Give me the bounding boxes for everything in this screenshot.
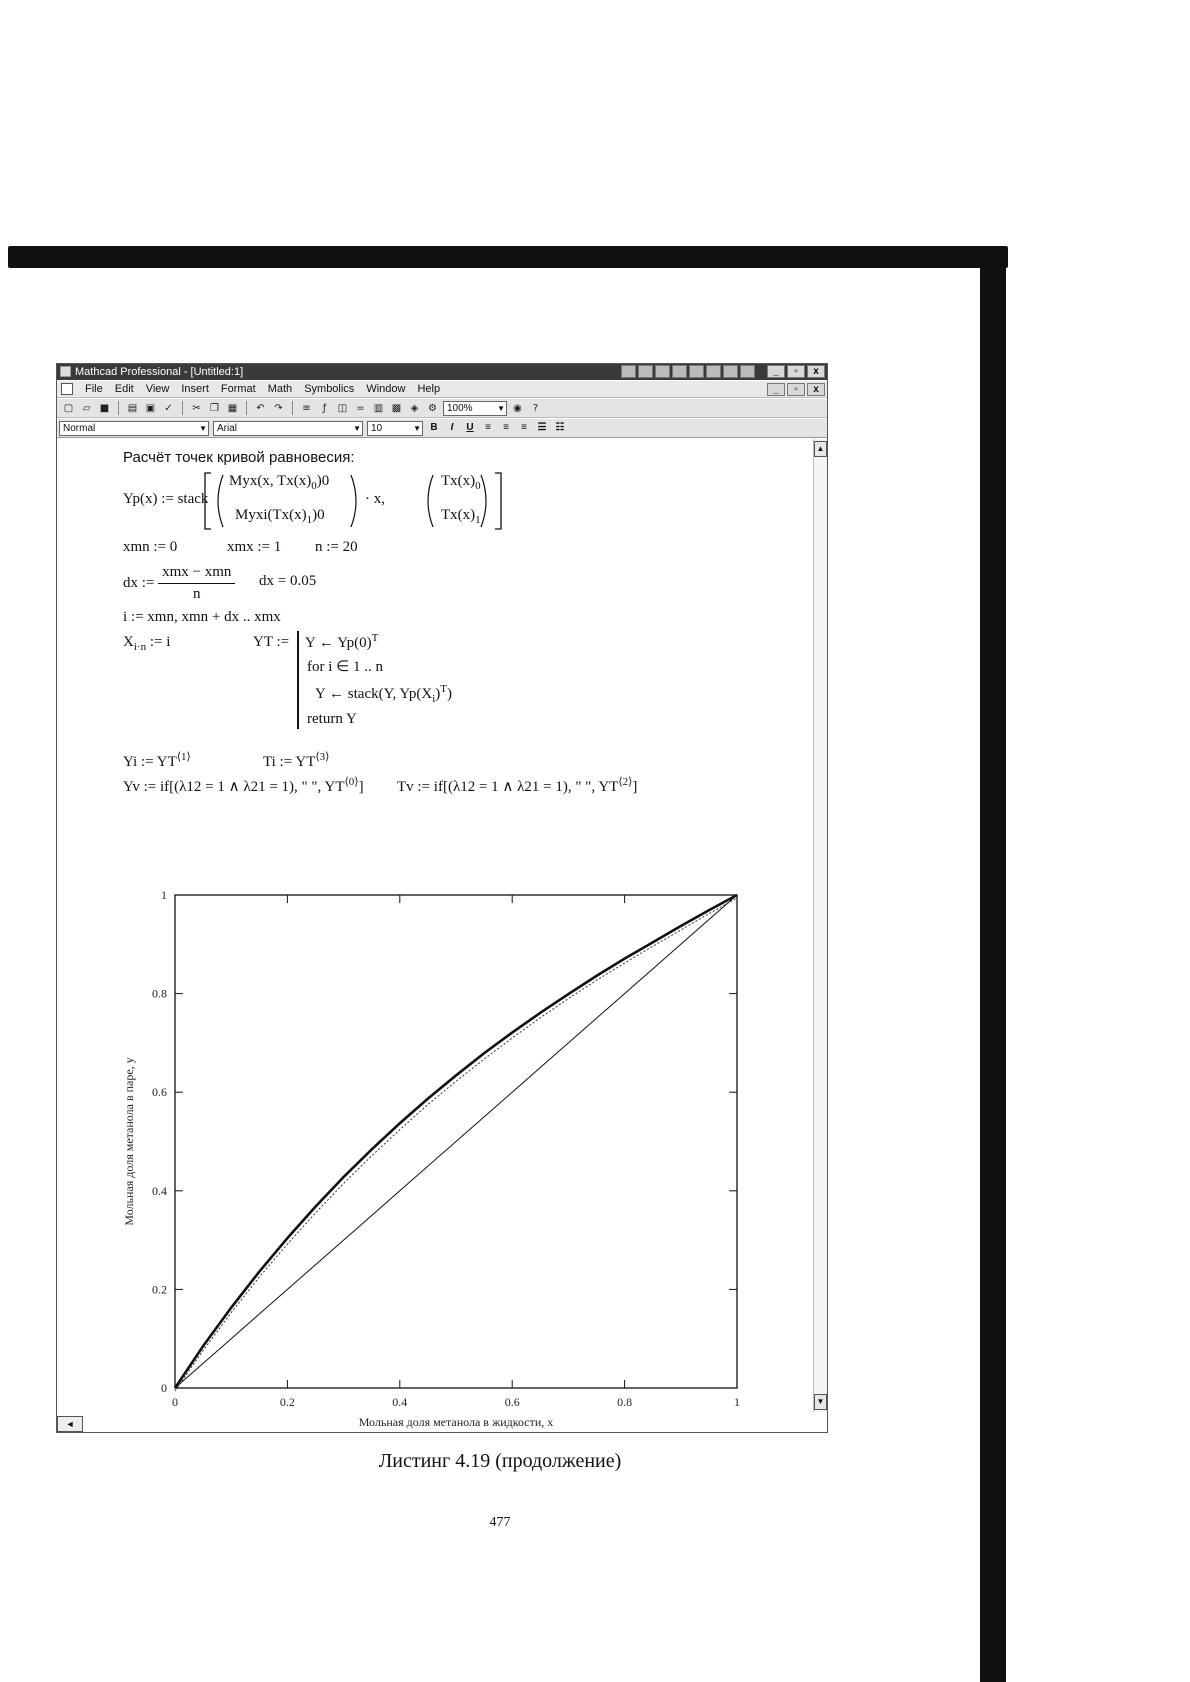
numbering-icon[interactable]: ☷: [555, 422, 565, 433]
yp-matrix-row2: $Myxi(Tx(x)_1)0$: [235, 507, 325, 526]
yp-matrix-row1: Myx(x, $Tx(x)_0)0$: [229, 473, 330, 492]
range-definition[interactable]: i := xmn, xmn + dx .. xmx: [123, 609, 281, 625]
insert-unit-icon[interactable]: ◫: [337, 402, 348, 414]
tool-icon[interactable]: [740, 365, 755, 378]
bold-icon[interactable]: B: [430, 422, 438, 433]
doc-minimize-button[interactable]: _: [767, 383, 785, 396]
menu-math[interactable]: Math: [267, 383, 293, 395]
yt-line2[interactable]: for i ∈ 1 .. n: [307, 659, 383, 675]
copy-icon[interactable]: ❐: [210, 402, 219, 414]
menu-edit[interactable]: Edit: [114, 383, 134, 395]
series-line-dotted: [175, 898, 737, 1391]
font-size-select[interactable]: 10 ▼: [367, 421, 423, 436]
restore-button[interactable]: ▫: [787, 365, 805, 378]
x-tick-label: 0.4: [392, 1395, 408, 1409]
style-select[interactable]: Normal ▼: [59, 421, 209, 436]
yp-multiply: · x,: [365, 491, 385, 507]
italic-icon[interactable]: I: [450, 422, 454, 433]
insert-graph-icon[interactable]: ▥: [373, 402, 384, 414]
menu-bar: [57, 381, 827, 398]
tool-icon[interactable]: [655, 365, 670, 378]
y-tick-label: 0: [161, 1381, 167, 1395]
window-title: Mathcad Professional - [Untitled:1]: [75, 366, 244, 378]
chart-svg: [119, 888, 759, 1429]
yt-lhs: YT :=: [253, 634, 290, 650]
title-bar-toolbar-icons: [621, 365, 755, 378]
component-icon[interactable]: ⚙: [428, 402, 437, 414]
menu-help[interactable]: Help: [417, 383, 441, 395]
paste-icon[interactable]: ▦: [227, 402, 238, 414]
new-icon[interactable]: ▢: [63, 402, 74, 414]
tool-icon[interactable]: [706, 365, 721, 378]
dx-fraction: $\frac{\text{xmx − xmn}}{n}$: [158, 564, 235, 603]
yp-lhs: Yp(x) := stack: [123, 491, 209, 507]
y-tick-label: 1: [161, 888, 167, 902]
font-select[interactable]: Arial ▼: [213, 421, 363, 436]
tv-definition[interactable]: Tv := if[(λ12 = 1 ∧ λ21 = 1), " ", $YT^{⟨2⟩}$]: [397, 776, 638, 795]
cut-icon[interactable]: ✂: [192, 402, 201, 414]
x-definition[interactable]: $X_{i\cdot n}$ := i: [123, 634, 171, 653]
doc-close-button[interactable]: x: [807, 383, 825, 396]
print-preview-icon[interactable]: ▣: [145, 402, 156, 414]
app-icon: [60, 366, 71, 377]
tool-icon[interactable]: [672, 365, 687, 378]
title-bar: [57, 364, 827, 380]
yt-program-bar: [297, 631, 299, 729]
series-line-solid-thin: [175, 895, 737, 1388]
x-tick-label: 0.6: [504, 1395, 520, 1409]
menu-insert[interactable]: Insert: [181, 383, 209, 395]
worksheet[interactable]: [57, 439, 813, 1429]
tool-icon[interactable]: [689, 365, 704, 378]
spell-check-icon[interactable]: ✓: [164, 402, 173, 414]
scroll-left-button[interactable]: ◄: [57, 1416, 83, 1432]
resources-icon[interactable]: ◈: [410, 402, 419, 414]
tool-icon[interactable]: [621, 365, 636, 378]
minimize-button[interactable]: _: [767, 365, 785, 378]
section-heading: Расчёт точек кривой равновесия:: [123, 449, 355, 466]
vertical-scrollbar[interactable]: [813, 439, 827, 1412]
print-icon[interactable]: ▤: [127, 402, 138, 414]
insert-function-icon[interactable]: ƒ: [322, 402, 327, 414]
ti-definition[interactable]: Ti := $YT^{⟨3⟩}$: [263, 751, 330, 770]
align-center-icon[interactable]: ≡: [503, 422, 509, 433]
x-tick-label: 1: [734, 1395, 740, 1409]
align-left-icon[interactable]: ≡: [485, 422, 491, 433]
y-tick-label: 0.8: [152, 986, 167, 1001]
x-axis-label: Мольная доля метанола в жидкости, x: [358, 1415, 554, 1429]
bullets-icon[interactable]: ☰: [537, 422, 547, 433]
listing-caption: Листинг 4.19 (продолжение): [378, 1450, 622, 1472]
mathcad-window: [56, 363, 828, 1433]
y-tick-label: 0.2: [152, 1282, 167, 1297]
save-icon[interactable]: ■: [99, 402, 110, 414]
yt-line1[interactable]: Y ← $Yp(0)^T$: [305, 632, 379, 651]
menu-view[interactable]: View: [145, 383, 170, 395]
align-right-icon[interactable]: ≡: [521, 422, 527, 433]
document-icon[interactable]: [61, 383, 73, 395]
underline-icon[interactable]: U: [466, 422, 474, 433]
open-icon[interactable]: ▱: [82, 402, 91, 414]
dx-result[interactable]: dx = 0.05: [259, 573, 317, 589]
toolbar-separator: [118, 401, 119, 415]
yt-line3[interactable]: Y ← stack(Y, $Yp(X_i)^T$): [315, 683, 453, 705]
xmn-definition[interactable]: xmn := 0: [123, 539, 178, 555]
menu-symbolics[interactable]: Symbolics: [304, 383, 355, 395]
y-tick-label: 0.6: [152, 1085, 167, 1100]
yv-definition[interactable]: Yv := if[(λ12 = 1 ∧ λ21 = 1), " ", $YT^{⟨0⟩}$]: [123, 776, 364, 795]
x-tick-label: 0.8: [617, 1395, 633, 1409]
resource-center-icon[interactable]: ◉: [513, 402, 522, 414]
page-edge-top: [8, 246, 1008, 268]
equilibrium-chart[interactable]: [119, 888, 759, 1429]
formatting-toolbar: [57, 419, 827, 438]
menu-window[interactable]: Window: [366, 383, 406, 395]
menu-file[interactable]: File: [85, 383, 103, 395]
calculate-icon[interactable]: =: [356, 402, 365, 414]
undo-icon[interactable]: ↶: [256, 402, 265, 414]
page-number: 477: [489, 1515, 511, 1530]
menu-format[interactable]: Format: [220, 383, 256, 395]
toolbar-separator: [292, 401, 293, 415]
yp-vector-row2: $Tx(x)_1$: [441, 507, 481, 526]
n-definition[interactable]: n := 20: [315, 539, 358, 555]
dx-definition[interactable]: dx := $\frac{\text{xmx − xmn}}{n}$: [123, 564, 235, 603]
yt-line4[interactable]: return Y: [307, 711, 357, 727]
help-icon[interactable]: ?: [532, 402, 539, 414]
insert-matrix-icon[interactable]: ▩: [391, 402, 402, 414]
scroll-down-button[interactable]: ▼: [814, 1394, 827, 1410]
scroll-up-button[interactable]: ▲: [814, 441, 827, 457]
xmx-definition[interactable]: xmx := 1: [227, 539, 282, 555]
yp-vector-row1: $Tx(x)_0$: [441, 473, 481, 492]
toolbar-separator: [246, 401, 247, 415]
tool-icon[interactable]: [638, 365, 653, 378]
document-window-controls: [767, 383, 825, 396]
yi-definition[interactable]: Yi := $YT^{⟨1⟩}$: [123, 751, 191, 770]
y-axis-label: Мольная доля метанола в паре, y: [122, 1057, 136, 1226]
align-icon[interactable]: ≡: [302, 402, 311, 414]
close-button[interactable]: x: [807, 365, 825, 378]
zoom-select[interactable]: 100% ▼: [443, 401, 507, 416]
redo-icon[interactable]: ↷: [274, 402, 283, 414]
y-tick-label: 0.4: [152, 1183, 167, 1198]
x-tick-label: 0: [172, 1395, 178, 1409]
toolbar-separator: [182, 401, 183, 415]
window-controls: [767, 365, 825, 378]
standard-toolbar: [57, 399, 827, 418]
doc-restore-button[interactable]: ▫: [787, 383, 805, 396]
tool-icon[interactable]: [723, 365, 738, 378]
x-tick-label: 0.2: [279, 1395, 295, 1409]
